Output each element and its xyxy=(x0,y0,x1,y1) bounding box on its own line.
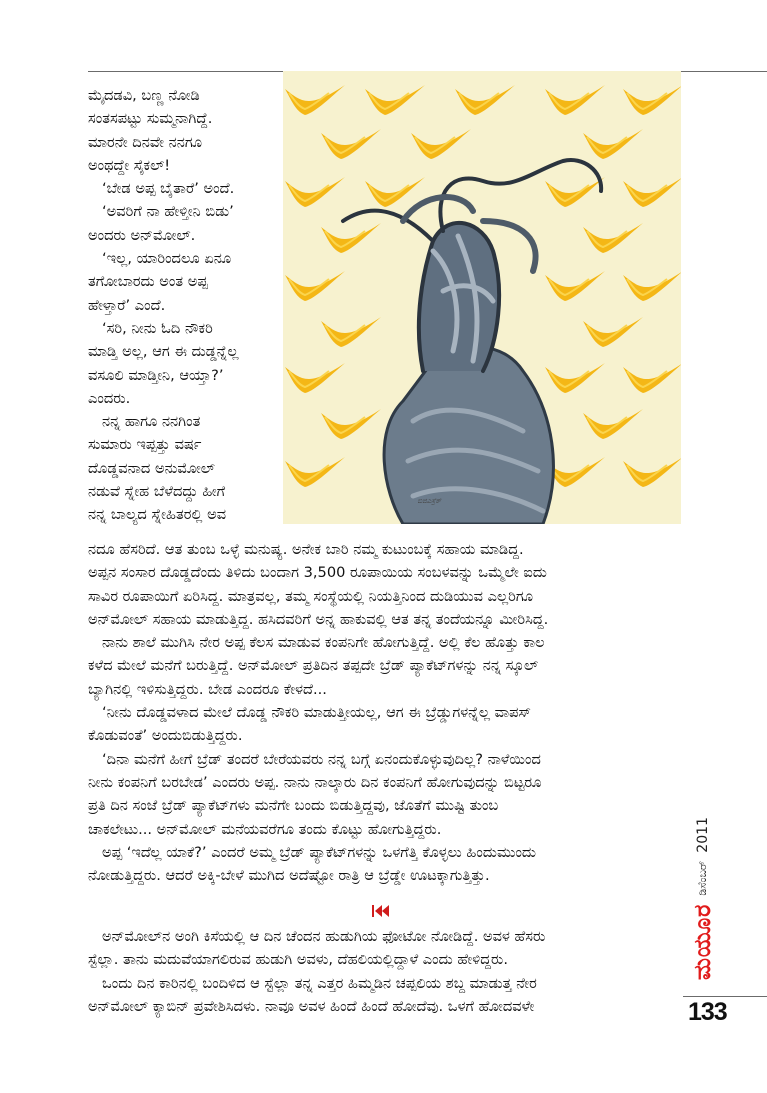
text-line: ಸಂತಸಪಟ್ಟು ಸುಮ್ಮನಾಗಿದ್ದೆ. xyxy=(88,110,213,128)
text-line: ಪ್ರತಿ ದಿನ ಸಂಜೆ ಬ್ರೆಡ್ ಪ್ಯಾಕೆಟ್‌ಗಳು ಮನೆಗೇ ಬಂದು ಬಿಡುತ್ತಿದ್ದವು, ಜೊತೆಗೆ ಮುಷ್ಟಿ ತುಂಬ xyxy=(88,797,499,815)
text-line: ನದೂ ಹೆಸರಿದೆ. ಆತ ತುಂಬ ಒಳ್ಳೆ ಮನುಷ್ಯ. ಅನೇಕ ಬಾರಿ ನಮ್ಮ ಕುಟುಂಬಕ್ಕೆ ಸಹಾಯ ಮಾಡಿದ್ದ. xyxy=(88,541,524,558)
side-branding xyxy=(688,780,718,980)
text-line: ಮಾಡ್ತಿ ಅಲ್ಲ, ಆಗ ಈ ದುಡ್ಡನ್ನೆಲ್ಲ xyxy=(88,343,239,361)
text-line: ತಗೋಬಾರದು ಅಂತ ಅಪ್ಪ xyxy=(88,273,208,291)
text-line: ನಡುವೆ ಸ್ನೇಹ ಬೆಳೆದದ್ದು ಹೀಗೆ xyxy=(88,483,226,501)
text-line: ಅನ್‌ಮೋಲ್ ಸಹಾಯ ಮಾಡುತ್ತಿದ್ದ. ಹಸಿದವರಿಗೆ ಅನ್ನ ಹಾಕುವಲ್ಲಿ ಆತ ತನ್ನ ತಂದೆಯನ್ನೂ ಮೀರಿಸಿದ್ದ. xyxy=(88,610,549,628)
body-text-b xyxy=(88,925,673,1018)
text-line: ಚಾಕಲೇಟು... ಅನ್‌ಮೋಲ್ ಮನೆಯವರೆಗೂ ತಂದು ಕೊಟ್ಟು ಹೋಗುತ್ತಿದ್ದರು. xyxy=(88,820,442,838)
abstract-figure xyxy=(343,160,601,524)
text-line: ನಾನು ಶಾಲೆ ಮುಗಿಸಿ ನೇರ ಅಪ್ಪ ಕೆಲಸ ಮಾಡುವ ಕಂಪನಿಗೇ ಹೋಗುತ್ತಿದ್ದೆ. ಅಲ್ಲಿ ಕೆಲ ಹೊತ್ತು ಕಾಲ xyxy=(102,634,545,652)
text-line: ಅನ್‌ಮೋಲ್ ಕ್ಯಾಬಿನ್ ಪ್ರವೇಶಿಸಿದಳು. ನಾವೂ ಅವಳ ಹಿಂದೆ ಹಿಂದೆ ಹೋದೆವು. ಒಳಗೆ ಹೋದವಳೇ xyxy=(88,997,535,1015)
text-line: ಮೈದಡವಿ, ಬಣ್ಣ ನೋಡಿ xyxy=(88,87,200,104)
text-line: ನನ್ನ ಹಾಗೂ ನನಗಿಂತ xyxy=(102,413,201,431)
text-line: ಅನ್‌ಮೋಲ್‌ನ ಅಂಗಿ ಕಿಸೆಯಲ್ಲಿ ಆ ದಿನ ಚೆಂದನ ಹುಡುಗಿಯ ಫೋಟೋ ನೋಡಿದ್ದೆ. ಅವಳ ಹೆಸರು xyxy=(102,928,546,945)
text-line: ‘ಇಲ್ಲ, ಯಾರಿಂದಲೂ ಏನೂ xyxy=(102,250,232,268)
text-line: ‘ಅವರಿಗೆ ನಾ ಹೇಳ್ತೀನಿ ಬಿಡು’ xyxy=(102,203,234,221)
text-line: ಸುಮಾರು ಇಪ್ಪತ್ತು ವರ್ಷ xyxy=(88,436,202,454)
text-line: ನನ್ನ ಬಾಲ್ಯದ ಸ್ನೇಹಿತರಲ್ಲಿ ಅವ xyxy=(88,506,227,524)
text-line: ಅಪ್ಪನ ಸಂಸಾರ ದೊಡ್ಡದೆಂದು ತಿಳಿದು ಬಂದಾಗ 3,500 ರೂಪಾಯಿಯ ಸಂಬಳವನ್ನು ಒಮ್ಮೆಲೇ ಐದು xyxy=(88,564,547,582)
text-line: ಮಾರನೇ ದಿನವೇ ನನಗೂ xyxy=(88,133,203,151)
issue-year: 2011 xyxy=(695,817,711,853)
text-line: ‘ನೀನು ದೊಡ್ಡವಳಾದ ಮೇಲೆ ದೊಡ್ಡ ನೌಕರಿ ಮಾಡುತ್ತೀಯಲ್ಲ, ಆಗ ಈ ಬ್ರೆಡ್ಡುಗಳನ್ನೆಲ್ಲ ವಾಪಸ್ xyxy=(102,704,532,722)
page-number: 133 xyxy=(688,998,727,1026)
issue-month: ಡಿಸೆಂಬರ್ xyxy=(696,860,709,896)
body-text-a xyxy=(88,538,673,887)
text-line: ಸ್ಟೆಲ್ಲಾ. ತಾನು ಮದುವೆಯಾಗಲಿರುವ ಹುಡುಗಿ ಅವಳು, ದೆಹಲಿಯಲ್ಲಿದ್ದಾಳೆ ಎಂದು ಹೇಳಿದ್ದರು. xyxy=(88,951,508,969)
text-line: ‘ಬೇಡ ಅಪ್ಪ ಬೈತಾರೆ’ ಅಂದೆ. xyxy=(102,180,235,198)
magazine-logo: ಮಯೂರ xyxy=(690,903,716,980)
text-line: ದೊಡ್ಡವನಾದ ಅನುಮೋಲ್ xyxy=(88,459,215,477)
text-line: ‘ಸರಿ, ನೀನು ಓದಿ ನೌಕರಿ xyxy=(102,319,213,337)
text-line: ವಸೂಲಿ ಮಾಡ್ತೀನಿ, ಆಯ್ತಾ?’ xyxy=(88,366,224,384)
text-line: ‘ದಿನಾ ಮನೆಗೆ ಹೀಗೆ ಬ್ರೆಡ್ ತಂದರೆ ಬೇರೆಯವರು ನನ್ನ ಬಗ್ಗೆ ಏನಂದುಕೊಳ್ಳುವುದಿಲ್ಲ? ನಾಳೆಯಿಂದ xyxy=(102,750,541,768)
text-line: ನೋಡುತ್ತಿದ್ದರು. ಆದರೆ ಅಕ್ಕಿ-ಬೇಳೆ ಮುಗಿದ ಅದೆಷ್ಟೋ ರಾತ್ರಿ ಆ ಬ್ರೆಡ್ಡೇ ಊಟಕ್ಕಾಗುತ್ತಿತ್ತು. xyxy=(88,867,490,885)
text-line: ಎಂದರು. xyxy=(88,389,131,407)
text-line: ಅಪ್ಪ ‘ಇದೆಲ್ಲ ಯಾಕೆ?’ ಎಂದರೆ ಅಮ್ಮ ಬ್ರೆಡ್ ಪ್ಯಾಕೆಟ್‌ಗಳನ್ನು ಒಳಗೆತ್ತಿ ಕೊಳ್ಳಲು ಹಿಂದುಮುಂದು xyxy=(102,843,536,861)
story-illustration xyxy=(283,71,681,524)
illustrator-signature: ಬಿಜಿಎಸ್ರೆಕ್ xyxy=(417,497,441,505)
text-line: ಕಳೆದ ಮೇಲೆ ಮನೆಗೆ ಬರುತ್ತಿದ್ದೆ. ಅನ್‌ಮೋಲ್ ಪ್ರತಿದಿನ ತಪ್ಪದೇ ಬ್ರೆಡ್ ಪ್ಯಾಕೆಟ್‌ಗಳನ್ನು ನನ್ನ ಸ್ಕೂಲ್ xyxy=(88,657,539,675)
section-break-icon xyxy=(372,904,390,918)
illustration-art xyxy=(283,71,681,524)
bottom-rule xyxy=(683,996,767,997)
text-line: ಕೊಡುವಂತೆ’ ಅಂದುಬಿಡುತ್ತಿದ್ದರು. xyxy=(88,727,243,745)
text-line: ಹೇಳ್ತಾರೆ’ ಎಂದೆ. xyxy=(88,296,166,314)
text-line: ಒಂದು ದಿನ ಕಾರಿನಲ್ಲಿ ಬಂದಿಳಿದ ಆ ಸ್ಟೆಲ್ಲಾ ತನ್ನ ಎತ್ತರ ಹಿಮ್ಮಡಿನ ಚಪ್ಪಲಿಯ ಶಬ್ದ ಮಾಡುತ್ತ ನೇರ xyxy=(102,974,537,992)
text-line: ನೀನು ಕಂಪನಿಗೆ ಬರಬೇಡ’ ಎಂದರು ಅಪ್ಪ. ನಾನು ನಾಲ್ಕಾರು ದಿನ ಕಂಪನಿಗೆ ಹೋಗುವುದನ್ನು ಬಿಟ್ಟರೂ xyxy=(88,773,542,791)
left-column xyxy=(88,84,278,527)
text-line: ಅಂದರು ಅನ್‌ಮೋಲ್. xyxy=(88,226,196,244)
text-line: ಬ್ಯಾಗಿನಲ್ಲಿ ಇಳಿಸುತ್ತಿದ್ದರು. ಬೇಡ ಎಂದರೂ ಕೇಳದೆ... xyxy=(88,680,327,698)
text-line: ಅಂಥದ್ದೇ ಸೈಕಲ್! xyxy=(88,156,171,174)
text-line: ಸಾವಿರ ರೂಪಾಯಿಗೆ ಏರಿಸಿದ್ದ. ಮಾತ್ರವಲ್ಲ, ತಮ್ಮ ಸಂಸ್ಥೆಯಲ್ಲಿ ನಿಯತ್ತಿನಿಂದ ದುಡಿಯುವ ಎಲ್ಲರಿಗೂ xyxy=(88,587,534,605)
